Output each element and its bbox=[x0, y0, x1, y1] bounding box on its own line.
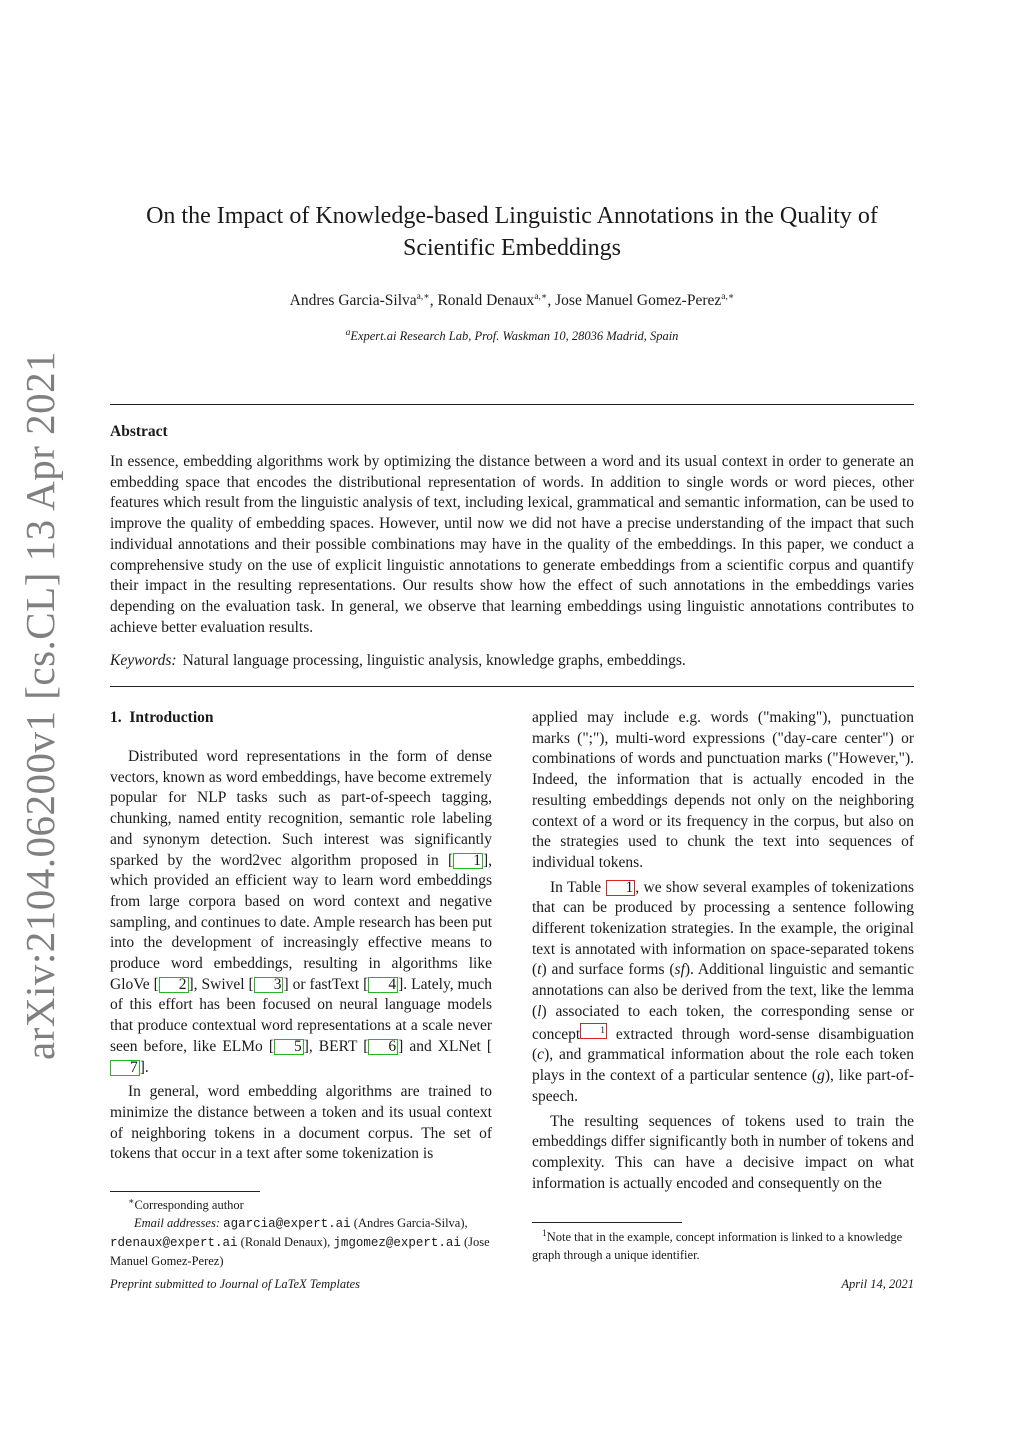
abstract-bottom-rule bbox=[110, 686, 914, 687]
text-run: . Lately, much of this effort has been focused on neural language models that produce contextual word representations at a scale never seen before, like ELMo bbox=[110, 975, 492, 1055]
footnote-right bbox=[532, 1228, 914, 1264]
email-owner: (Ronald Denaux), bbox=[240, 1235, 331, 1249]
footnote-left bbox=[110, 1196, 492, 1270]
footer-date: April 14, 2021 bbox=[841, 1277, 914, 1291]
author-mark: a,∗ bbox=[416, 291, 430, 302]
citation-link[interactable]: 2 bbox=[159, 977, 189, 993]
keywords-text: Natural language processing, linguistic analysis, knowledge graphs, embeddings. bbox=[182, 652, 686, 669]
footer-left bbox=[110, 1277, 360, 1292]
citation-link[interactable]: 3 bbox=[254, 977, 284, 993]
footnote-mark: 1 bbox=[542, 1228, 547, 1239]
text-run: . bbox=[144, 1058, 149, 1076]
math-var: t bbox=[537, 961, 542, 979]
author-name: Andres Garcia-Silva bbox=[289, 292, 417, 309]
citation-link[interactable]: 1 bbox=[453, 853, 483, 869]
intro-paragraph-4 bbox=[532, 878, 914, 1108]
text-run: ) and surface forms ( bbox=[541, 961, 675, 979]
email-owner: (Andres Garcia-Silva), bbox=[353, 1216, 468, 1230]
footer-prefix: Preprint submitted to Journal of bbox=[110, 1277, 275, 1291]
math-var: sf bbox=[674, 961, 685, 979]
abstract-top-rule bbox=[110, 404, 914, 405]
title-line-1: On the Impact of Knowledge-based Linguistic Annotations in the Quality of bbox=[146, 203, 878, 229]
text-run: , Swivel bbox=[193, 975, 249, 993]
left-column bbox=[110, 747, 492, 1169]
text-run: ), like part-of-speech. bbox=[532, 1067, 914, 1105]
intro-paragraph-2: In general, word embedding algorithms are trained to minimize the distance between a token and its usual context of neighboring tokens in a document corpus. The set of tokens that occur in a text after some tokenization is bbox=[110, 1083, 492, 1163]
text-run: , which provided an efficient way to learn word embeddings from large corpora based on word context and negative sampling, and continues to date. Ample research has been put into the development of increasingly effective means to produce word embeddings, resulting in algorithms like GloVe bbox=[110, 851, 492, 993]
intro-paragraph-1: Distributed word representations in the form of dense vectors, known as word embeddings, have become extremely popular for NLP tasks such as part-of-speech tagging, chunking, named entity recognition, semantic role labeling and synonym detection. Such interest was significantly sparked by the word2vec algorithm proposed in [ 1 ], which provided an efficient way to learn word embeddings from large corpora based on word context and negative sampling, and continues to date. Ample research has been put into the development of increasingly effective means to produce word embeddings, resulting in algorithms like GloVe [ 2 ], Swivel [ 3 ] or fastText [ 4 ]. Lately, much of this effort has been focused on neural language models that produce contextual word representations at a scale never seen before, like ELMo [ 5 ], BERT [ 6 ] and XLNet [7 ]. bbox=[110, 748, 492, 1076]
affiliation bbox=[100, 327, 924, 345]
footnote-rule-right bbox=[532, 1222, 682, 1223]
corresponding-author-note bbox=[110, 1196, 492, 1214]
paper-title bbox=[100, 200, 924, 264]
email-label: Email addresses: bbox=[134, 1216, 220, 1230]
text-run: , BERT bbox=[308, 1037, 364, 1055]
text-run: ), and grammatical information about the role each token plays in the context of a particular sentence ( bbox=[532, 1046, 914, 1085]
affiliation-text: Expert.ai Research Lab, Prof. Waskman 10, 28036 Madrid, Spain bbox=[350, 329, 679, 343]
author-mark: a,∗ bbox=[534, 291, 548, 302]
footnote-text: Note that in the example, concept information is linked to a knowledge graph through a unique identifier. bbox=[532, 1230, 903, 1262]
author-name: Jose Manuel Gomez-Perez bbox=[555, 292, 722, 309]
section-number: 1. bbox=[110, 709, 122, 726]
section-title: Introduction bbox=[129, 709, 214, 726]
footnote-rule-left bbox=[110, 1191, 260, 1192]
footnote-mark: ∗ bbox=[128, 1196, 135, 1207]
corresponding-text: Corresponding author bbox=[134, 1198, 244, 1212]
math-var: c bbox=[537, 1046, 545, 1064]
citation-link[interactable]: 7 bbox=[110, 1060, 140, 1076]
abstract-body: In essence, embedding algorithms work by optimizing the distance between a word and its usual context in order to generate an embedding space that encodes the distributional representation of words. In addition to single words or word pieces, other features which result from the linguistic analysis of text, including lexical, grammatical and semantic information, can be used to improve the quality of embedding spaces. However, until now we did not have a precise understanding of the impact that such individual annotations and their possible combinations may have in the quality of the embeddings. In this paper, we conduct a comprehensive study on the use of explicit linguistic annotations to generate embeddings from a scientific corpus and quantify their impact in the resulting representations. Our results show how the effect of such annotations in the embeddings varies depending on the evaluation task. In general, we observe that learning embeddings using linguistic annotations contributes to achieve better evaluation results. bbox=[110, 453, 914, 636]
text-run: In Table bbox=[550, 878, 606, 896]
text-run: ) associated to each token, the corresponding sense or concept bbox=[532, 1002, 914, 1043]
intro-paragraph-3: applied may include e.g. words ("making"), punctuation marks (";"), multi-word expressions ("day-care center") or combinations of words and punctuation marks ("However,"). Indeed, the information that is actually encoded in the resulting embeddings depends not only on the neighboring context of a word or its frequency in the corpus, but also on the strategies used to chunk the text into sequences of individual tokens. bbox=[532, 709, 914, 871]
footnote-ref-link[interactable]: 1 bbox=[580, 1023, 607, 1039]
title-line-2: Scientific Embeddings bbox=[403, 235, 621, 261]
arxiv-stamp: arXiv:2104.06200v1 [cs.CL] 13 Apr 2021 bbox=[17, 350, 63, 1060]
keywords-label: Keywords: bbox=[110, 652, 177, 669]
footer-suffix: Templates bbox=[306, 1277, 361, 1291]
text-run: extracted through word-sense disambiguation ( bbox=[532, 1025, 914, 1064]
affiliation-mark: a bbox=[345, 327, 351, 338]
keywords bbox=[110, 650, 914, 672]
section-heading bbox=[110, 709, 214, 727]
text-run: Distributed word representations in the form of dense vectors, known as word embeddings, have become extremely popular for NLP tasks such as part-of-speech tagging, chunking, named entity recognition, semantic role labeling and synonym detection. Such interest was significantly sparked by the word2vec algorithm proposed in bbox=[110, 748, 492, 869]
text-run: ). Additional linguistic and semantic annotations can also be derived from the text, like the lemma ( bbox=[532, 961, 914, 1020]
email-owner: (Jose Manuel Gomez-Perez) bbox=[110, 1235, 490, 1268]
text-run: and XLNet bbox=[403, 1037, 487, 1055]
text-run: , we show several examples of tokenizations that can be produced by processing a sentence following different tokenization strategies. In the example, the original text is annotated with information on space-separated tokens ( bbox=[532, 878, 914, 979]
table-ref-link[interactable]: 1 bbox=[606, 880, 636, 896]
text-run: or fastText bbox=[288, 975, 364, 993]
author-mark: a,∗ bbox=[721, 291, 735, 302]
email-link[interactable]: jmgomez@expert.ai bbox=[333, 1236, 461, 1250]
math-var: g bbox=[817, 1067, 825, 1085]
intro-paragraph-5: The resulting sequences of tokens used to train the embeddings differ significantly both in number of tokens and complexity. This can have a decisive impact on what information is actually encoded and consequently on the bbox=[532, 1112, 914, 1192]
email-addresses bbox=[110, 1214, 492, 1270]
latex-logo: LaTeX bbox=[274, 1277, 307, 1291]
email-link[interactable]: rdenaux@expert.ai bbox=[110, 1236, 238, 1250]
right-column bbox=[532, 708, 914, 1198]
citation-link[interactable]: 6 bbox=[368, 1039, 398, 1055]
math-var: l bbox=[537, 1002, 542, 1020]
author-name: Ronald Denaux bbox=[437, 292, 535, 309]
citation-link[interactable]: 4 bbox=[368, 977, 398, 993]
email-link[interactable]: agarcia@expert.ai bbox=[223, 1217, 351, 1231]
author-list: Andres Garcia-Silva$^{a,∗}$, Ronald Denaux$^{a,∗}$, Jose Manuel Gomez-Perez$^{a,∗}$ bbox=[289, 291, 735, 309]
citation-link[interactable]: 5 bbox=[274, 1039, 304, 1055]
abstract-heading: Abstract bbox=[110, 423, 168, 440]
